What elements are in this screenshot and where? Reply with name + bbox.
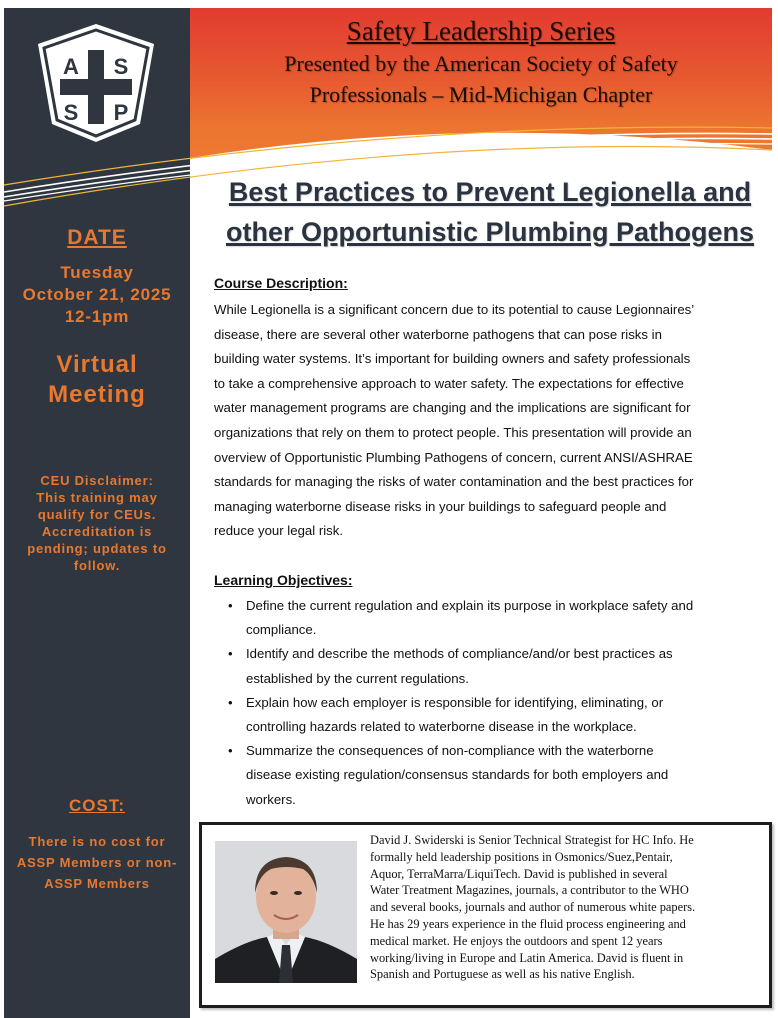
speaker-bio-box: [199, 822, 772, 1008]
description-line: overview of Opportunistic Plumbing Pathogens of concern, current ANSI/ASHRAE: [214, 449, 693, 465]
objective-text: Summarize the consequences of non-compliance with the waterborne: [246, 743, 654, 759]
logo-letter-p: P: [113, 100, 129, 125]
bullet-icon: •: [228, 646, 233, 662]
event-time: 12-1pm: [64, 307, 130, 326]
objective-item: [228, 594, 778, 642]
series-title: Safety Leadership Series: [346, 16, 616, 46]
bio-line: Aquor, TerraMarra/LiquiTech. David is published in several: [370, 866, 668, 881]
course-description-heading: Course Description:: [214, 275, 348, 291]
logo-letter-s1: S: [113, 54, 129, 79]
cost-details: [4, 831, 190, 894]
bio-line: and several books, journals and author of numerous white papers.: [370, 900, 696, 915]
ceu-disclaimer: [4, 472, 190, 574]
speaker-photo: [215, 841, 357, 983]
date-heading: DATE: [67, 226, 127, 249]
cost-heading: COST:: [69, 796, 125, 815]
ceu-line: CEU Disclaimer:: [40, 473, 154, 488]
meeting-type-line-1: Virtual: [56, 351, 138, 378]
ceu-line: qualify for CEUs.: [37, 507, 157, 522]
objective-text: disease existing regulation/consensus standards for both employers and: [246, 767, 669, 783]
cost-line: ASSP Members: [44, 876, 150, 891]
bullet-icon: •: [228, 598, 233, 613]
bio-line: Water Treatment Magazines, journals, a contributor to the WHO: [370, 883, 689, 898]
event-title: [208, 172, 772, 252]
header-text-block: [190, 14, 772, 110]
presenter-line-2: Professionals – Mid-Michigan Chapter: [309, 82, 653, 107]
objective-text: Identify and describe the methods of compliance/and/or best practices as: [246, 646, 673, 662]
description-line: standards for managing the risks of water contamination and the best practices for: [214, 474, 694, 490]
bio-line: Spanish and Portuguese as well as his native English.: [370, 967, 635, 982]
ceu-line: follow.: [73, 558, 121, 573]
meeting-type-line-2: Meeting: [48, 381, 146, 408]
description-line: disease, there are several other waterborne pathogens that can pose risks in: [214, 326, 662, 342]
bio-line: working/living in Europe and Latin America. David is fluent in: [370, 950, 684, 965]
objective-item: [228, 739, 778, 812]
meeting-type: [4, 350, 190, 410]
objective-text: workers.: [246, 791, 296, 807]
learning-objectives-list: [214, 594, 778, 812]
event-title-line-1: Best Practices to Prevent Legionella and: [228, 177, 752, 207]
objective-text: controlling hazards related to waterborne disease in the workplace.: [246, 719, 637, 735]
cost-line: There is no cost for: [28, 834, 166, 849]
cost-line: ASSP Members or non-: [16, 855, 178, 870]
logo-letter-a: A: [63, 54, 79, 79]
event-day: Tuesday: [60, 263, 134, 282]
objective-text: Explain how each employer is responsible for identifying, eliminating, or: [246, 694, 664, 710]
date-details: [4, 262, 190, 328]
bio-line: David J. Swiderski is Senior Technical Strategist for HC Info. He: [370, 833, 694, 847]
speaker-bio: [370, 832, 762, 983]
bio-line: formally held leadership positions in Osmonics/Suez,Pentair,: [370, 849, 673, 864]
ceu-line: pending; updates to: [27, 541, 167, 556]
event-date: October 21, 2025: [22, 285, 172, 304]
learning-objectives-heading: Learning Objectives:: [214, 572, 353, 588]
description-line: managing waterborne disease risks in your buildings to safeguard people and: [214, 498, 667, 514]
objective-item: [228, 691, 778, 739]
objective-item: [228, 642, 778, 690]
objective-text: established by the current regulations.: [246, 670, 469, 686]
logo-letter-s2: S: [63, 100, 79, 125]
event-title-line-2: other Opportunistic Plumbing Pathogens: [225, 217, 754, 247]
description-line: While Legionella is a significant concern due to its potential to cause Legionnaires’: [214, 302, 695, 317]
bullet-icon: •: [228, 694, 233, 710]
description-line: organizations that rely on them to protect people. This presentation will provide an: [214, 424, 692, 440]
bio-line: He has 29 years experience in the fluid process engineering and: [370, 916, 686, 931]
description-line: reduce your legal risk.: [214, 523, 344, 539]
objective-text: Define the current regulation and explain its purpose in workplace safety and: [246, 598, 694, 613]
objective-text: compliance.: [246, 622, 317, 638]
description-line: to take a comprehensive approach to water safety. The expectations for effective: [214, 375, 684, 391]
person-headshot-icon: [215, 841, 357, 983]
ceu-line: Accreditation is: [41, 524, 153, 539]
ceu-line: This training may: [36, 490, 158, 505]
bullet-icon: •: [228, 743, 233, 759]
course-description-body: [214, 298, 764, 544]
presenter-line-1: Presented by the American Society of Safety: [284, 51, 678, 76]
description-line: water management programs are changing and the implications are significant for: [214, 400, 691, 416]
description-line: building water systems. It’s important for building owners and safety professionals: [214, 351, 691, 367]
bio-line: medical market. He enjoys the outdoors and spent 12 years: [370, 933, 663, 948]
assp-shield-logo-icon: [34, 20, 158, 144]
